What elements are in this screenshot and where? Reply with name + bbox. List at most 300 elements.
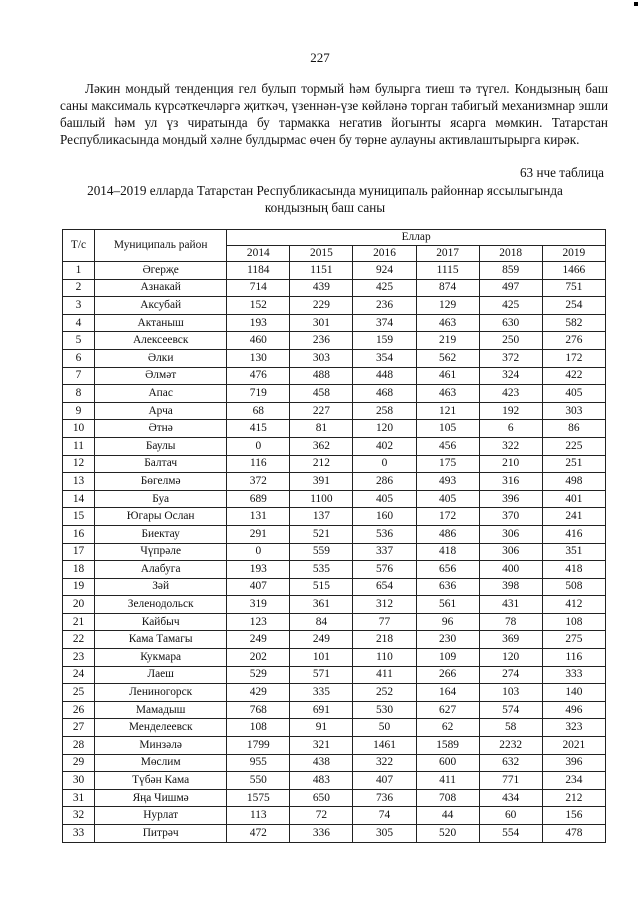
row-number: 12 <box>63 455 95 473</box>
value-cell: 486 <box>416 525 479 543</box>
value-cell: 218 <box>353 631 416 649</box>
value-cell: 96 <box>416 613 479 631</box>
row-number: 33 <box>63 825 95 843</box>
value-cell: 306 <box>479 525 542 543</box>
district-name: Мөслим <box>95 754 227 772</box>
district-name: Биектау <box>95 525 227 543</box>
row-number: 11 <box>63 437 95 455</box>
district-name: Актаныш <box>95 314 227 332</box>
year-header: 2017 <box>416 246 479 262</box>
value-cell: 463 <box>416 314 479 332</box>
corner-mark <box>634 2 638 6</box>
table-row <box>63 684 606 702</box>
value-cell: 429 <box>227 684 290 702</box>
value-cell: 291 <box>227 525 290 543</box>
value-cell: 468 <box>353 385 416 403</box>
value-cell: 407 <box>353 772 416 790</box>
district-name: Әлки <box>95 349 227 367</box>
table-row <box>63 279 606 297</box>
value-cell: 554 <box>479 825 542 843</box>
value-cell: 316 <box>479 473 542 491</box>
district-name: Әлмәт <box>95 367 227 385</box>
value-cell: 101 <box>290 649 353 667</box>
row-number: 9 <box>63 402 95 420</box>
value-cell: 109 <box>416 649 479 667</box>
table-row <box>63 719 606 737</box>
value-cell: 323 <box>542 719 605 737</box>
value-cell: 458 <box>290 385 353 403</box>
value-cell: 6 <box>479 420 542 438</box>
value-cell: 561 <box>416 596 479 614</box>
value-cell: 230 <box>416 631 479 649</box>
value-cell: 251 <box>542 455 605 473</box>
value-cell: 105 <box>416 420 479 438</box>
value-cell: 402 <box>353 437 416 455</box>
district-name: Лаеш <box>95 666 227 684</box>
row-number: 7 <box>63 367 95 385</box>
value-cell: 258 <box>353 402 416 420</box>
value-cell: 0 <box>227 437 290 455</box>
value-cell: 771 <box>479 772 542 790</box>
value-cell: 322 <box>479 437 542 455</box>
district-name: Кама Тамагы <box>95 631 227 649</box>
value-cell: 120 <box>479 649 542 667</box>
value-cell: 859 <box>479 262 542 280</box>
table-row <box>63 649 606 667</box>
year-header: 2019 <box>542 246 605 262</box>
value-cell: 110 <box>353 649 416 667</box>
district-name: Югары Ослан <box>95 508 227 526</box>
value-cell: 438 <box>290 754 353 772</box>
value-cell: 252 <box>353 684 416 702</box>
value-cell: 319 <box>227 596 290 614</box>
district-name: Питрәч <box>95 825 227 843</box>
value-cell: 44 <box>416 807 479 825</box>
value-cell: 411 <box>416 772 479 790</box>
district-name: Мамадыш <box>95 701 227 719</box>
value-cell: 571 <box>290 666 353 684</box>
district-name: Зәй <box>95 578 227 596</box>
value-cell: 192 <box>479 402 542 420</box>
value-cell: 212 <box>542 789 605 807</box>
value-cell: 1100 <box>290 490 353 508</box>
value-cell: 1115 <box>416 262 479 280</box>
value-cell: 472 <box>227 825 290 843</box>
row-number: 3 <box>63 297 95 315</box>
value-cell: 483 <box>290 772 353 790</box>
value-cell: 650 <box>290 789 353 807</box>
value-cell: 113 <box>227 807 290 825</box>
row-number: 10 <box>63 420 95 438</box>
table-row <box>63 420 606 438</box>
value-cell: 751 <box>542 279 605 297</box>
value-cell: 431 <box>479 596 542 614</box>
value-cell: 74 <box>353 807 416 825</box>
row-number: 24 <box>63 666 95 684</box>
value-cell: 172 <box>542 349 605 367</box>
value-cell: 210 <box>479 455 542 473</box>
value-cell: 312 <box>353 596 416 614</box>
table-row <box>63 666 606 684</box>
district-name: Нурлат <box>95 807 227 825</box>
value-cell: 351 <box>542 543 605 561</box>
value-cell: 497 <box>479 279 542 297</box>
district-name: Арча <box>95 402 227 420</box>
table-number: 63 нче таблица <box>519 165 604 180</box>
row-number: 15 <box>63 508 95 526</box>
district-name: Яңа Чишмә <box>95 789 227 807</box>
value-cell: 714 <box>227 279 290 297</box>
value-cell: 324 <box>479 367 542 385</box>
year-header: 2014 <box>227 246 290 262</box>
value-cell: 78 <box>479 613 542 631</box>
table-row <box>63 631 606 649</box>
district-name: Алексеевск <box>95 332 227 350</box>
value-cell: 493 <box>416 473 479 491</box>
district-name: Әгерҗе <box>95 262 227 280</box>
year-header: 2018 <box>479 246 542 262</box>
value-cell: 362 <box>290 437 353 455</box>
value-cell: 175 <box>416 455 479 473</box>
table-title <box>45 182 605 216</box>
value-cell: 536 <box>353 525 416 543</box>
value-cell: 1151 <box>290 262 353 280</box>
value-cell: 401 <box>542 490 605 508</box>
value-cell: 86 <box>542 420 605 438</box>
table-row <box>63 561 606 579</box>
district-name: Аксубай <box>95 297 227 315</box>
value-cell: 234 <box>542 772 605 790</box>
row-number: 19 <box>63 578 95 596</box>
table-row <box>63 437 606 455</box>
value-cell: 520 <box>416 825 479 843</box>
value-cell: 212 <box>290 455 353 473</box>
value-cell: 274 <box>479 666 542 684</box>
value-cell: 159 <box>353 332 416 350</box>
value-cell: 496 <box>542 701 605 719</box>
value-cell: 276 <box>542 332 605 350</box>
value-cell: 266 <box>416 666 479 684</box>
value-cell: 77 <box>353 613 416 631</box>
value-cell: 550 <box>227 772 290 790</box>
row-number: 20 <box>63 596 95 614</box>
row-number: 28 <box>63 737 95 755</box>
value-cell: 116 <box>227 455 290 473</box>
value-cell: 58 <box>479 719 542 737</box>
table-row <box>63 455 606 473</box>
value-cell: 463 <box>416 385 479 403</box>
district-name: Әтнә <box>95 420 227 438</box>
value-cell: 301 <box>290 314 353 332</box>
district-name: Балтач <box>95 455 227 473</box>
value-cell: 396 <box>542 754 605 772</box>
row-number: 22 <box>63 631 95 649</box>
value-cell: 418 <box>416 543 479 561</box>
value-cell: 405 <box>353 490 416 508</box>
table-row <box>63 262 606 280</box>
value-cell: 123 <box>227 613 290 631</box>
value-cell: 164 <box>416 684 479 702</box>
page-number: 227 <box>310 50 330 65</box>
value-cell: 254 <box>542 297 605 315</box>
value-cell: 361 <box>290 596 353 614</box>
value-cell: 68 <box>227 402 290 420</box>
value-cell: 521 <box>290 525 353 543</box>
value-cell: 530 <box>353 701 416 719</box>
value-cell: 140 <box>542 684 605 702</box>
row-number: 5 <box>63 332 95 350</box>
value-cell: 476 <box>227 367 290 385</box>
value-cell: 461 <box>416 367 479 385</box>
table-row <box>63 402 606 420</box>
value-cell: 193 <box>227 314 290 332</box>
value-cell: 1799 <box>227 737 290 755</box>
value-cell: 60 <box>479 807 542 825</box>
row-number: 6 <box>63 349 95 367</box>
district-name: Алабуга <box>95 561 227 579</box>
value-cell: 225 <box>542 437 605 455</box>
value-cell: 370 <box>479 508 542 526</box>
value-cell: 72 <box>290 807 353 825</box>
value-cell: 416 <box>542 525 605 543</box>
value-cell: 456 <box>416 437 479 455</box>
value-cell: 322 <box>353 754 416 772</box>
value-cell: 131 <box>227 508 290 526</box>
value-cell: 423 <box>479 385 542 403</box>
row-number: 14 <box>63 490 95 508</box>
value-cell: 286 <box>353 473 416 491</box>
value-cell: 422 <box>542 367 605 385</box>
district-name: Минзәлә <box>95 737 227 755</box>
value-cell: 1575 <box>227 789 290 807</box>
value-cell: 306 <box>479 543 542 561</box>
value-cell: 478 <box>542 825 605 843</box>
value-cell: 562 <box>416 349 479 367</box>
value-cell: 152 <box>227 297 290 315</box>
value-cell: 305 <box>353 825 416 843</box>
table-row <box>63 578 606 596</box>
value-cell: 229 <box>290 297 353 315</box>
value-cell: 62 <box>416 719 479 737</box>
value-cell: 515 <box>290 578 353 596</box>
row-number: 23 <box>63 649 95 667</box>
value-cell: 576 <box>353 561 416 579</box>
value-cell: 632 <box>479 754 542 772</box>
value-cell: 172 <box>416 508 479 526</box>
value-cell: 559 <box>290 543 353 561</box>
table-row <box>63 332 606 350</box>
value-cell: 249 <box>290 631 353 649</box>
table-row <box>63 508 606 526</box>
table-row <box>63 349 606 367</box>
value-cell: 396 <box>479 490 542 508</box>
value-cell: 337 <box>353 543 416 561</box>
value-cell: 121 <box>416 402 479 420</box>
table-row <box>63 613 606 631</box>
value-cell: 691 <box>290 701 353 719</box>
table-header-row <box>63 230 606 246</box>
value-cell: 654 <box>353 578 416 596</box>
value-cell: 236 <box>353 297 416 315</box>
district-name: Чүпрәле <box>95 543 227 561</box>
row-number: 8 <box>63 385 95 403</box>
row-number: 16 <box>63 525 95 543</box>
value-cell: 535 <box>290 561 353 579</box>
table-row <box>63 525 606 543</box>
table-row <box>63 385 606 403</box>
table-row <box>63 807 606 825</box>
value-cell: 2021 <box>542 737 605 755</box>
value-cell: 498 <box>542 473 605 491</box>
value-cell: 250 <box>479 332 542 350</box>
district-name: Баулы <box>95 437 227 455</box>
value-cell: 372 <box>227 473 290 491</box>
value-cell: 425 <box>353 279 416 297</box>
value-cell: 439 <box>290 279 353 297</box>
value-cell: 574 <box>479 701 542 719</box>
value-cell: 656 <box>416 561 479 579</box>
value-cell: 405 <box>542 385 605 403</box>
value-cell: 303 <box>290 349 353 367</box>
district-name: Кайбыч <box>95 613 227 631</box>
value-cell: 236 <box>290 332 353 350</box>
value-cell: 1466 <box>542 262 605 280</box>
value-cell: 50 <box>353 719 416 737</box>
value-cell: 91 <box>290 719 353 737</box>
value-cell: 372 <box>479 349 542 367</box>
value-cell: 303 <box>542 402 605 420</box>
value-cell: 193 <box>227 561 290 579</box>
header-years: Еллар <box>227 230 606 246</box>
header-district: Муниципаль район <box>95 230 227 262</box>
district-name: Азнакай <box>95 279 227 297</box>
table-title-line-2: кондызның баш саны <box>264 200 386 215</box>
value-cell: 407 <box>227 578 290 596</box>
value-cell: 219 <box>416 332 479 350</box>
value-cell: 354 <box>353 349 416 367</box>
value-cell: 460 <box>227 332 290 350</box>
value-cell: 335 <box>290 684 353 702</box>
row-number: 26 <box>63 701 95 719</box>
value-cell: 227 <box>290 402 353 420</box>
row-number: 2 <box>63 279 95 297</box>
table-row <box>63 701 606 719</box>
value-cell: 156 <box>542 807 605 825</box>
table-title-line-1: 2014–2019 елларда Татарстан Республикасында муниципаль районнар яссылыгында <box>87 183 563 198</box>
value-cell: 120 <box>353 420 416 438</box>
value-cell: 369 <box>479 631 542 649</box>
table-row <box>63 314 606 332</box>
value-cell: 1461 <box>353 737 416 755</box>
value-cell: 768 <box>227 701 290 719</box>
row-number: 21 <box>63 613 95 631</box>
value-cell: 630 <box>479 314 542 332</box>
district-name: Түбән Кама <box>95 772 227 790</box>
row-number: 31 <box>63 789 95 807</box>
table-row <box>63 789 606 807</box>
value-cell: 405 <box>416 490 479 508</box>
table-row <box>63 473 606 491</box>
value-cell: 488 <box>290 367 353 385</box>
value-cell: 116 <box>542 649 605 667</box>
value-cell: 400 <box>479 561 542 579</box>
value-cell: 103 <box>479 684 542 702</box>
table-row <box>63 772 606 790</box>
value-cell: 636 <box>416 578 479 596</box>
table-row <box>63 825 606 843</box>
value-cell: 202 <box>227 649 290 667</box>
value-cell: 689 <box>227 490 290 508</box>
value-cell: 508 <box>542 578 605 596</box>
value-cell: 249 <box>227 631 290 649</box>
district-name: Менделеевск <box>95 719 227 737</box>
row-number: 25 <box>63 684 95 702</box>
value-cell: 0 <box>353 455 416 473</box>
body-paragraph: Ләкин мондый тенденция гел булып тормый һәм булырга тиеш тә түгел. Кондызның баш саны максималь күрсәткечләргә җиткәч, үзеннән-үзе көйләнә торган табигый механизмнар эшли башлый һәм ул үз чиратында бу тармакка негатив йогынты ясарга мөмкин. Татарстан Республикасында мондый хәлне булдырмас өчен бу төрне аулауны активлаштырырга кирәк. <box>60 81 608 147</box>
value-cell: 398 <box>479 578 542 596</box>
table-row <box>63 490 606 508</box>
value-cell: 415 <box>227 420 290 438</box>
value-cell: 2232 <box>479 737 542 755</box>
row-number: 18 <box>63 561 95 579</box>
value-cell: 129 <box>416 297 479 315</box>
value-cell: 1589 <box>416 737 479 755</box>
value-cell: 333 <box>542 666 605 684</box>
district-name: Буа <box>95 490 227 508</box>
value-cell: 241 <box>542 508 605 526</box>
table-row <box>63 367 606 385</box>
table-row <box>63 297 606 315</box>
value-cell: 448 <box>353 367 416 385</box>
table-row <box>63 754 606 772</box>
row-number: 1 <box>63 262 95 280</box>
row-number: 30 <box>63 772 95 790</box>
value-cell: 719 <box>227 385 290 403</box>
district-name: Апас <box>95 385 227 403</box>
value-cell: 81 <box>290 420 353 438</box>
row-number: 13 <box>63 473 95 491</box>
value-cell: 0 <box>227 543 290 561</box>
row-number: 27 <box>63 719 95 737</box>
value-cell: 108 <box>542 613 605 631</box>
value-cell: 391 <box>290 473 353 491</box>
table-row <box>63 596 606 614</box>
district-name: Бөгелмә <box>95 473 227 491</box>
value-cell: 425 <box>479 297 542 315</box>
value-cell: 600 <box>416 754 479 772</box>
value-cell: 582 <box>542 314 605 332</box>
value-cell: 627 <box>416 701 479 719</box>
value-cell: 411 <box>353 666 416 684</box>
value-cell: 137 <box>290 508 353 526</box>
value-cell: 84 <box>290 613 353 631</box>
value-cell: 160 <box>353 508 416 526</box>
row-number: 32 <box>63 807 95 825</box>
value-cell: 955 <box>227 754 290 772</box>
table-body <box>63 262 606 843</box>
value-cell: 924 <box>353 262 416 280</box>
value-cell: 130 <box>227 349 290 367</box>
value-cell: 434 <box>479 789 542 807</box>
value-cell: 708 <box>416 789 479 807</box>
value-cell: 736 <box>353 789 416 807</box>
value-cell: 418 <box>542 561 605 579</box>
value-cell: 336 <box>290 825 353 843</box>
value-cell: 529 <box>227 666 290 684</box>
value-cell: 412 <box>542 596 605 614</box>
year-header: 2016 <box>353 246 416 262</box>
value-cell: 275 <box>542 631 605 649</box>
